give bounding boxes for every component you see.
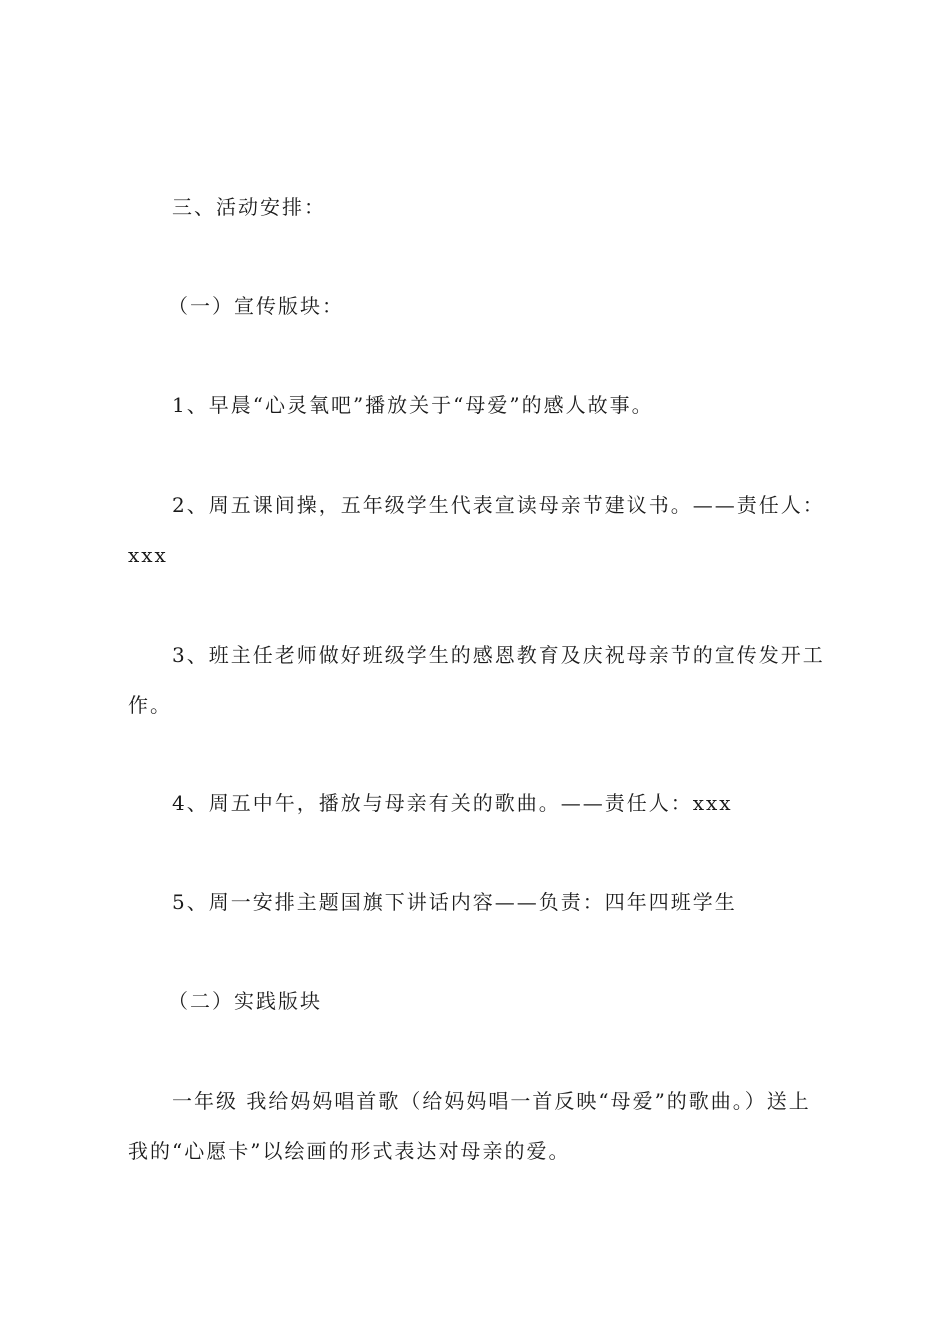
paragraph-item-2: 2、周五课间操，五年级学生代表宣读母亲节建议书。——责任人：xxx	[128, 493, 825, 567]
paragraph-item-1: 1、早晨“心灵氧吧”播放关于“母爱”的感人故事。	[172, 393, 654, 417]
paragraph-item-4: 4、周五中午，播放与母亲有关的歌曲。——责任人：xxx	[172, 791, 733, 815]
subsection-heading-publicity: （一）宣传版块：	[168, 294, 344, 318]
paragraph-item-3: 3、班主任老师做好班级学生的感恩教育及庆祝母亲节的宣传发开工作。	[128, 643, 825, 717]
paragraph-item-5: 5、周一安排主题国旗下讲话内容——负责：四年四班学生	[172, 890, 737, 914]
section-heading-activity-arrangement: 三、活动安排：	[172, 195, 326, 219]
paragraph-grade-one: 一年级 我给妈妈唱首歌（给妈妈唱一首反映“母爱”的歌曲。）送上我的“心愿卡”以绘画的形式表达对母亲的爱。	[128, 1089, 811, 1163]
subsection-heading-practice: （二）实践版块	[168, 989, 322, 1013]
